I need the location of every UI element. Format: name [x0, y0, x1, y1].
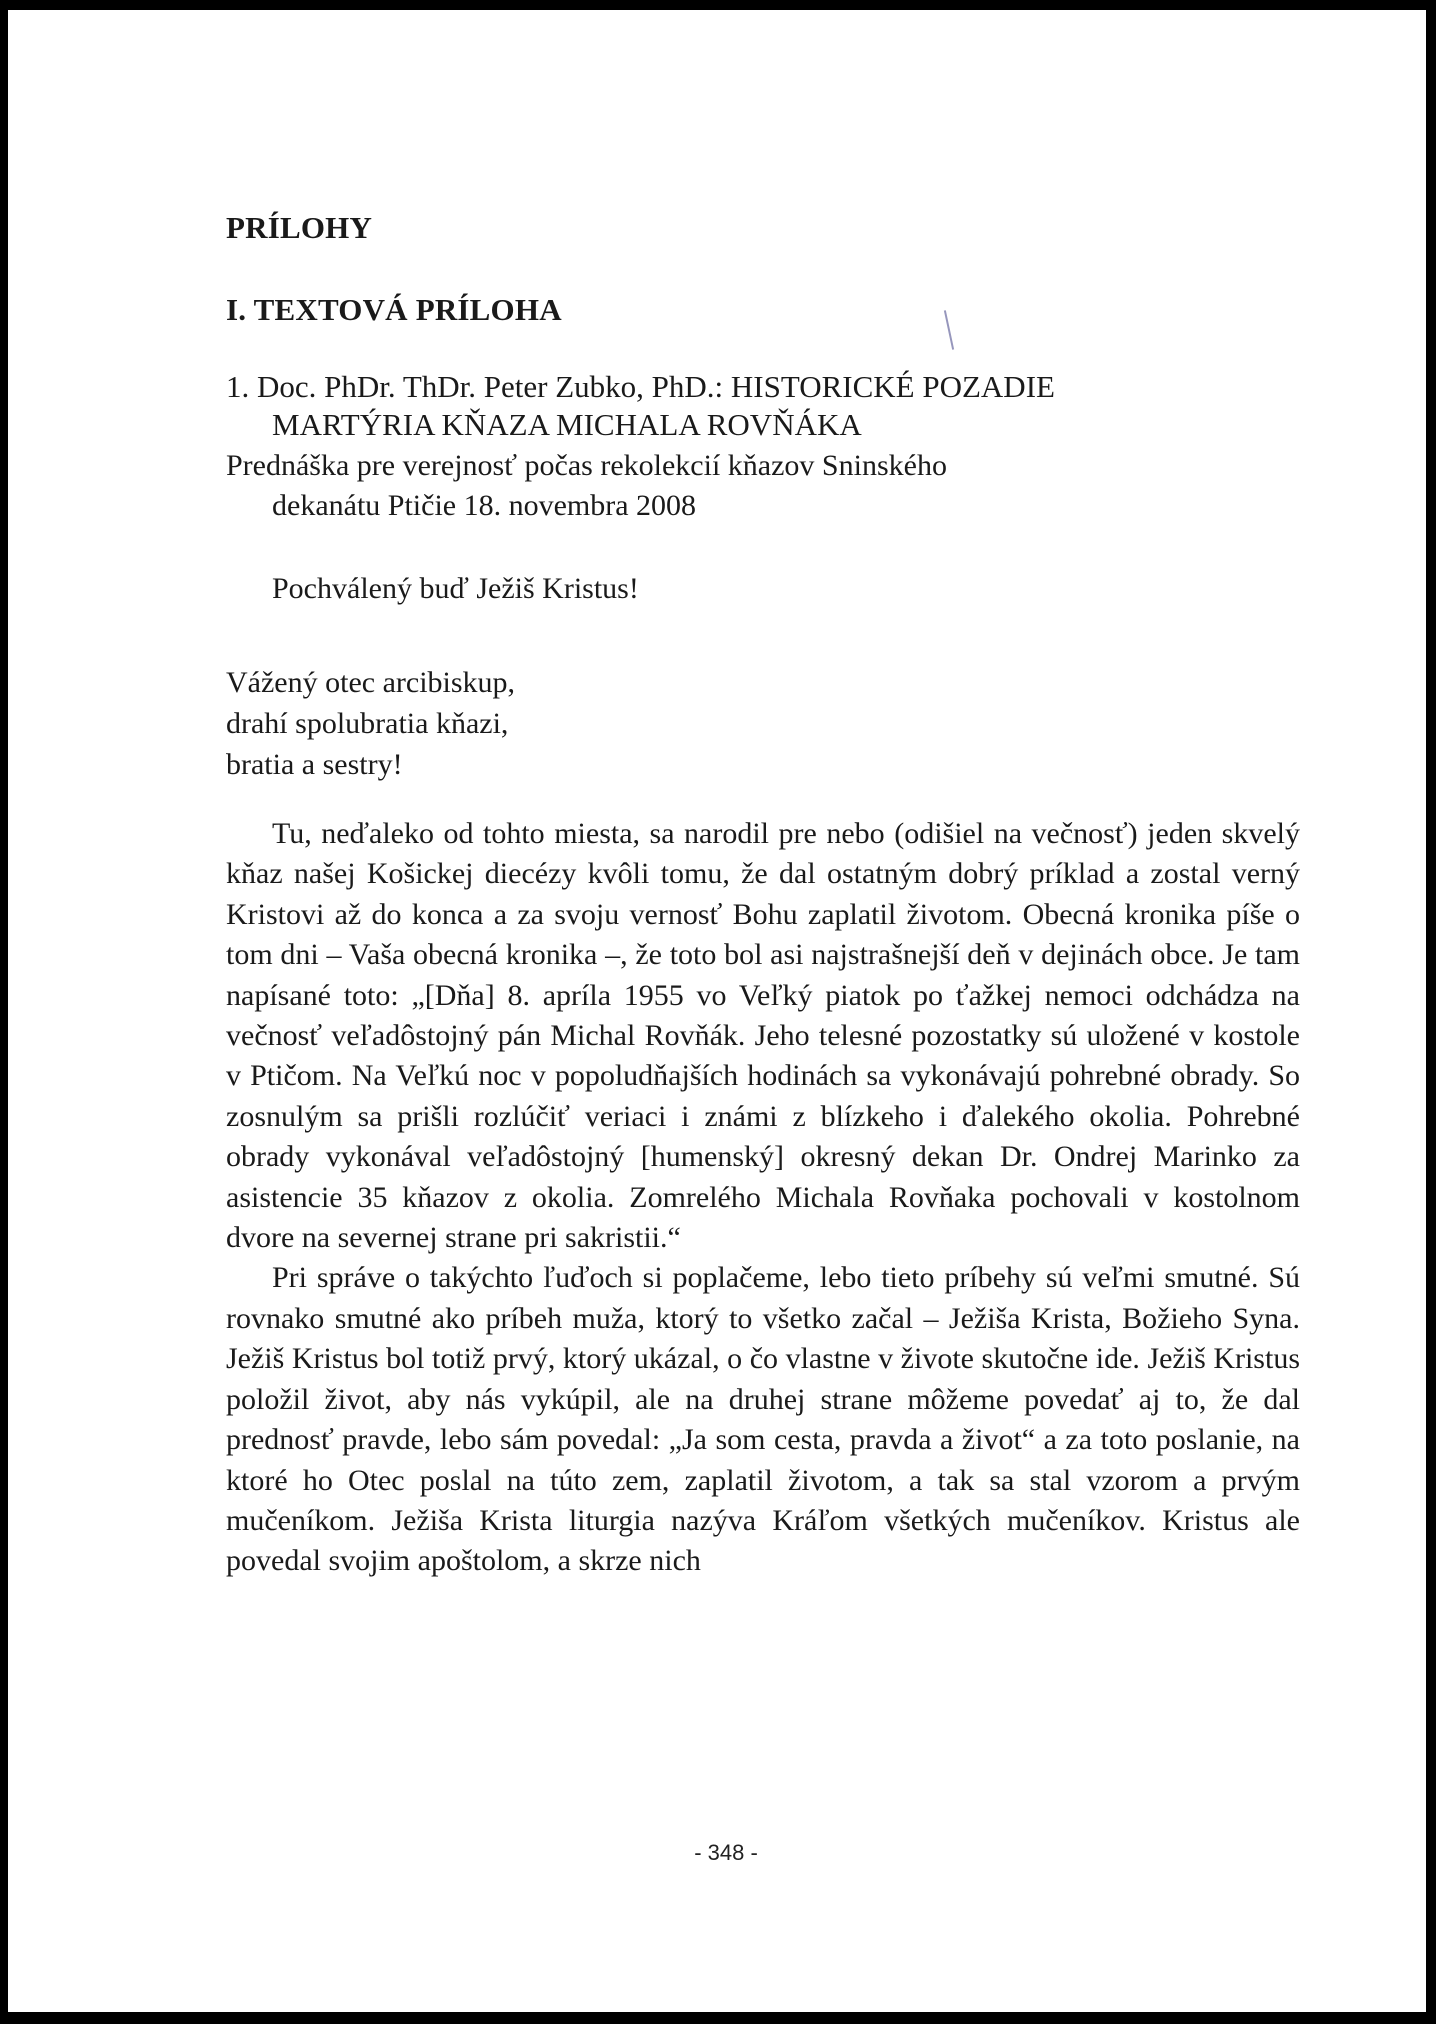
- paragraph: Pri správe o takýchto ľuďoch si poplačeme, lebo tieto príbehy sú veľmi smutné. Sú rovnako smutné ako príbeh muža, ktorý to všetko začal – Ježiša Krista, Božieho Syna. Ježiš Kristus bol totiž prvý, ktorý ukázal, o čo vlastne v živote skutočne ide. Ježiš Kristus položil život, aby nás vykúpil, ale na druhej strane môžeme povedať aj to, že dal prednosť pravde, lebo sám povedal: „Ja som cesta, pravda a život“ a za toto poslanie, na ktoré ho Otec poslal na túto zem, zaplatil životom, a tak sa stal vzorom a prvým mučeníkom. Ježiša Krista liturgia nazýva Kráľom všetkých mučeníkov. Kristus ale povedal svojim apoštolom, a skrze nich: [226, 1261, 1300, 1578]
- article-title: [226, 368, 1300, 444]
- salutation-line: drahí spolubratia kňazi,: [226, 707, 509, 740]
- salutation: [226, 662, 515, 785]
- greeting: Pochválený buď Ježiš Kristus!: [272, 572, 639, 605]
- pencil-mark: [944, 310, 954, 350]
- article-author-title: Doc. PhDr. ThDr. Peter Zubko, PhD.: HISTORICKÉ POZADIE: [257, 369, 1055, 404]
- subtitle-line2: dekanátu Ptičie 18. novembra 2008: [272, 489, 697, 522]
- appendix-heading: PRÍLOHY: [226, 210, 373, 245]
- article-number: 1.: [226, 369, 250, 404]
- paragraph: Tu, neďaleko od tohto miesta, sa narodil pre nebo (odišiel na večnosť) jeden skvelý kňaz našej Košickej diecézy kvôli tomu, že dal ostatným dobrý príklad a zostal verný Kristovi až do konca a za svoju vernosť Bohu zaplatil životom. Obecná kronika píše o tom dni – Vaša obecná kronika –, že toto bol asi najstrašnejší deň v dejinách obce. Je tam napísané toto: „[Dňa] 8. apríla 1955 vo Veľký piatok po ťažkej nemoci odchádza na večnosť veľadôstojný pán Michal Rovňák. Jeho telesné pozostatky sú uložené v kostole v Ptičom. Na Veľkú noc v popoludňajších hodinách sa vykonávajú pohrebné obrady. So zosnulým sa prišli rozlúčiť veriaci i známi z blízkeho i ďalekého okolia. Pohrebné obrady vykonával veľadôstojný [humenský] okresný dekan Dr. Ondrej Marinko za asistencie 35 kňazov z okolia. Zomrelého Michala Rovňaka pochovali v kostolnom dvore na severnej strane pri sakristii.“: [226, 817, 1300, 1255]
- salutation-line: bratia a sestry!: [226, 748, 403, 781]
- salutation-line: Vážený otec arcibiskup,: [226, 666, 516, 699]
- section-heading: I. TEXTOVÁ PRÍLOHA: [226, 292, 562, 327]
- article-subtitle: [226, 446, 1300, 526]
- subtitle-line1: Prednáška pre verejnosť počas rekolekcií kňazov Sninského: [226, 449, 947, 482]
- body-text: [226, 814, 1300, 1582]
- article-title-line2: MARTÝRIA KŇAZA MICHALA ROVŇÁKA: [272, 407, 862, 442]
- page-number: - 348 -: [694, 1840, 758, 1865]
